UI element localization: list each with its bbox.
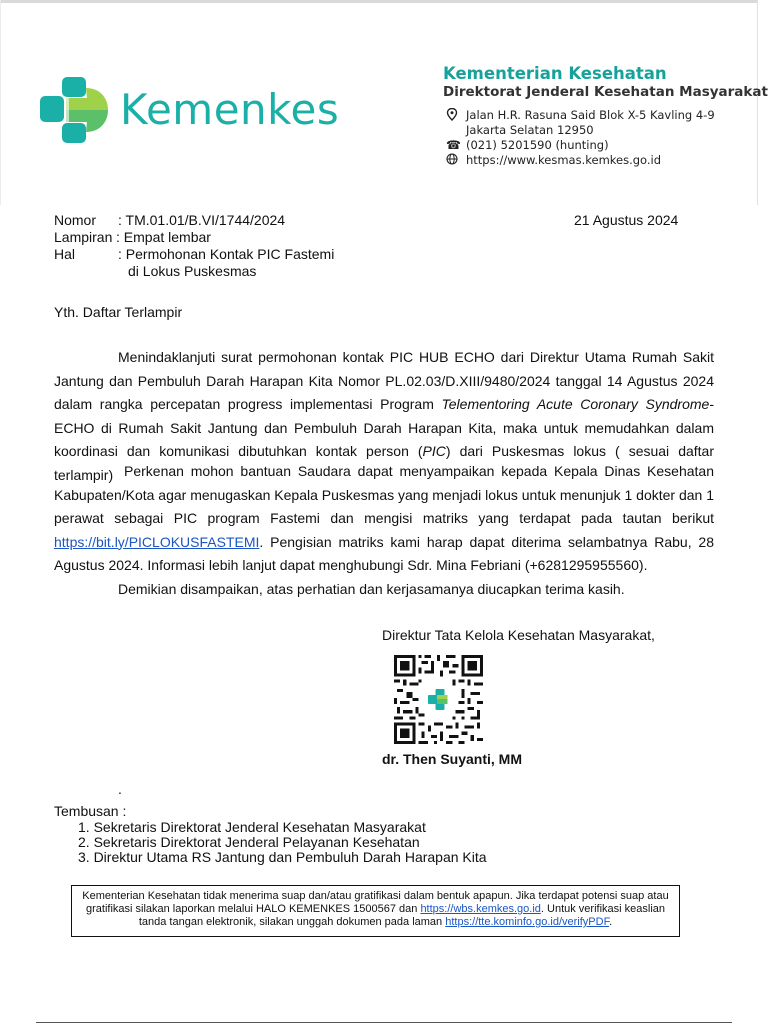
location-icon [446,108,466,124]
list-item: 1. Sekretaris Direktorat Jenderal Kesehatan Masyarakat [78,819,426,835]
recipient: Yth. Daftar Terlampir [54,304,183,320]
matrix-link[interactable]: https://bit.ly/PICLOKUSFASTEMI [54,533,260,550]
nomor-label: Nomor [54,212,97,228]
phone-row [446,138,609,153]
list-item: 3. Direktur Utama RS Jantung dan Pembuluh Darah Harapan Kita [78,849,487,865]
qr-code-icon [394,655,483,744]
hal-value: : Permohonan Kontak PIC Fastemi [118,246,335,262]
paragraph-1-text-a: Menindaklanjuti surat permohonan kontak PIC HUB ECHO dari Direktur Utama Rumah Sakit Jantung dan Pembuluh Darah Harapan Kita Nomor PL.02.03/D.XIII/9480/2024 tanggal 14 Agustus 2024 dalam rangka percepatan progress implementasi Program [54,349,714,412]
pic-abbrev: PIC [422,443,446,459]
website-row [446,153,661,168]
signer-name: dr. Then Suyanti, MM [382,751,523,767]
paragraph-2-text-b: . Pengisian matriks kami harap dapat diterima selambatnya Rabu, 28 Agustus 2024. Informasi lebih lanjut dapat menghubungi Sdr. Mina Febriani (+6281295955560). [54,533,714,573]
anti-gratification-notice [71,885,680,937]
tembusan-label: Tembusan : [54,803,127,819]
paragraph-1-text-b: -ECHO di Rumah Sakit Jantung dan Pembuluh Darah Harapan Kita, maka untuk memudahkan dalam koordinasi dan komunikasi dibutuhkan kontak person ( [54,396,714,459]
bottom-divider [36,1022,732,1023]
notice-text-b: . Untuk verifikasi keaslian tanda tangan elektronik, silakan unggah dokumen pada laman [138,903,665,928]
notice-text-c: . [609,916,613,928]
lampiran-label: Lampiran [54,229,113,245]
left-border [0,0,1,205]
phone-number: (021) 5201590 (hunting) [466,138,609,152]
hal-value-continued: di Lokus Puskesmas [128,263,257,279]
address-line-1: Jalan H.R. Rasuna Said Blok X-5 Kavling 4-9 [466,108,715,122]
wbs-link[interactable]: https://wbs.kemkes.go.id [420,903,541,915]
phone-icon: ☎ [446,138,461,152]
directorate-name: Direktorat Jenderal Kesehatan Masyarakat [443,84,768,100]
verify-pdf-link[interactable]: https://tte.kominfo.go.id/verifyPDF [445,916,610,928]
address-line-2: Jakarta Selatan 12950 [466,123,594,137]
list-item: 2. Sekretaris Direktorat Jenderal Pelayanan Kesehatan [78,834,420,850]
right-border [757,0,758,205]
letter-date: 21 Agustus 2024 [574,212,679,228]
paragraph-1-text-c: ) dari Puskesmas lokus ( sesuai daftar terlampir) [54,443,714,483]
paragraph-2 [54,460,714,578]
globe-icon [446,153,466,168]
program-name: Telementoring Acute Coronary Syndrome [441,396,710,412]
kemenkes-logo-icon [38,74,110,146]
ministry-name: Kementerian Kesehatan [443,64,667,83]
hal-label: Hal [54,246,76,262]
paragraph-2-text-a: Perkenan mohon bantuan Saudara dapat menyampaikan kepada Kepala Dinas Kesehatan Kabupaten/Kota agar menugaskan Kepala Puskesmas yang menjadi lokus untuk menunjuk 1 dokter dan 1 perawat sebagai PIC program Fastemi dan mengisi matriks yang terdapat pada tautan berikut [54,463,714,526]
notice-text-a: Kementerian Kesehatan tidak menerima suap dan/atau gratifikasi dalam bentuk apapun. Jika terdapat potensi suap atau gratifikasi silakan laporkan melalui HALO KEMENKES 1500567 dan [82,890,669,915]
paragraph-3: Demikian disampaikan, atas perhatian dan kerjasamanya diucapkan terima kasih. [118,581,625,597]
tembusan-list [78,820,487,865]
logo-wordmark: Kemenkes [120,85,340,134]
address-row [446,108,715,138]
top-border [0,0,757,3]
lampiran-value: : Empat lembar [116,229,211,245]
nomor-value: : TM.01.01/B.VI/1744/2024 [118,212,286,228]
signer-title: Direktur Tata Kelola Kesehatan Masyarakat, [382,627,655,643]
website-url[interactable]: https://www.kesmas.kemkes.go.id [466,153,662,167]
stray-dot: . [118,781,122,797]
